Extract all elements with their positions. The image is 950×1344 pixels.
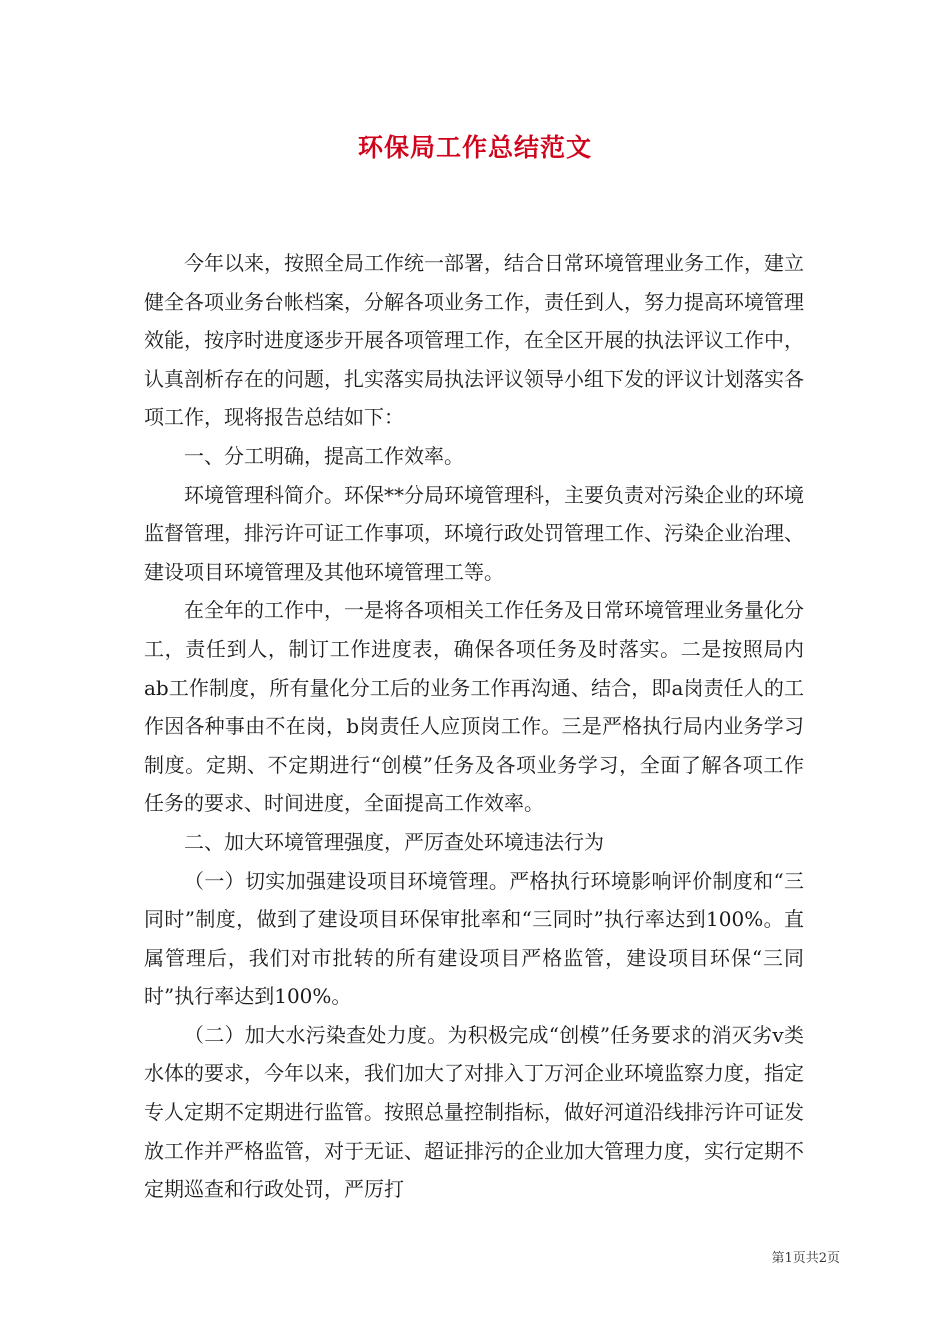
page-number: 第1页共2页 — [771, 1251, 840, 1266]
paragraph-department-intro: 环境管理科简介。环保**分局环境管理科，主要负责对污染企业的环境监督管理，排污许可证工作事项，环境行政处罚管理工作、污染企业治理、建设项目环境管理及其他环境管理工等。 — [144, 482, 804, 584]
paragraph-intro: 今年以来，按照全局工作统一部署，结合日常环境管理业务工作，建立健全各项业务台帐档案，分解各项业务工作，责任到人，努力提高环境管理效能，按序时进度逐步开展各项管理工作，在全区开展的执法评议工作中，认真剖析存在的问题，扎实落实局执法评议领导小组下发的评议计划落实各项工作，现将报告总结如下： — [144, 251, 804, 430]
paragraph-water-pollution: （二）加大水污染查处力度。为积极完成“创模”任务要求的消灭劣v类水体的要求，今年以来，我们加大了对排入丁万河企业环境监察力度，指定专人定期不定期进行监管。按照总量控制指标，做好河道沿线排污许可证发放工作并严格监管，对于无证、超证排污的企业加大管理力度，实行定期不定期巡查和行政处罚，严厉打 — [144, 1022, 804, 1202]
paragraph-work-division: 在全年的工作中，一是将各项相关工作任务及日常环境管理业务量化分工，责任到人，制订工作进度表，确保各项任务及时落实。二是按照局内ab工作制度，所有量化分工后的业务工作再沟通、结合，即a岗责任人的工作因各种事由不在岗，b岗责任人应顶岗工作。三是严格执行局内业务学习制度。定期、不定期进行“创模”任务及各项业务学习，全面了解各项工作任务的要求、时间进度，全面提高工作效率。 — [144, 598, 804, 816]
section-heading-2: 二、加大环境管理强度，严厉查处环境违法行为 — [184, 829, 604, 854]
section-heading-1: 一、分工明确，提高工作效率。 — [184, 443, 464, 468]
document-title: 环保局工作总结范文 — [357, 133, 592, 162]
paragraph-construction-projects: （一）切实加强建设项目环境管理。严格执行环境影响评价制度和“三同时”制度，做到了建设项目环保审批率和“三同时”执行率达到100%。直属管理后，我们对市批转的所有建设项目严格监管，建设项目环保“三同时”执行率达到100%。 — [144, 868, 804, 1009]
document-body — [144, 244, 804, 1209]
